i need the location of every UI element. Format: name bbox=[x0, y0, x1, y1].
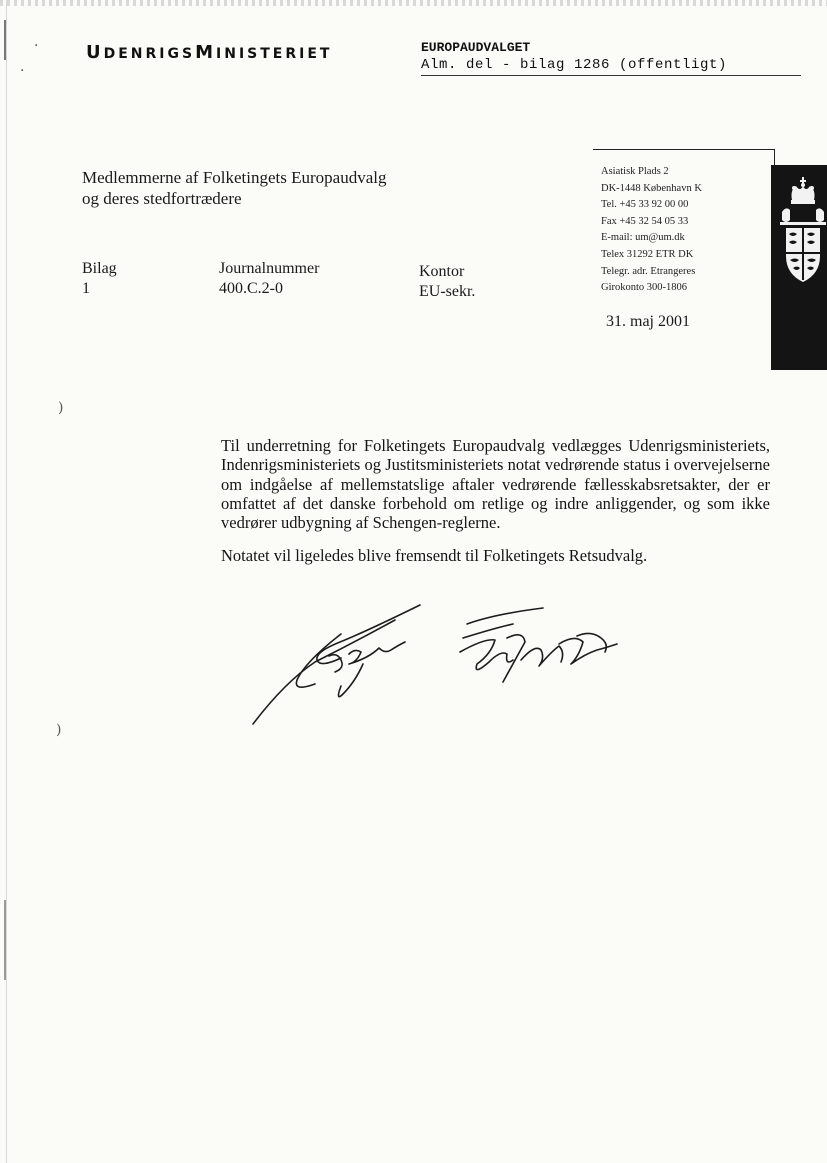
ministry-initial: U bbox=[86, 42, 104, 63]
letter-body bbox=[221, 436, 770, 566]
address-line: E-mail: um@um.dk bbox=[601, 232, 685, 244]
scan-edge-left bbox=[6, 0, 7, 1163]
journal-value: 400.C.2-0 bbox=[219, 280, 283, 297]
sender-address bbox=[601, 164, 702, 297]
annex-underline bbox=[421, 75, 801, 76]
recipient-block bbox=[82, 167, 387, 209]
address-line: Telegr. adr. Etrangeres bbox=[601, 265, 696, 277]
handwritten-signature bbox=[245, 602, 630, 732]
scan-edge-top bbox=[0, 0, 827, 6]
address-line: Tel. +45 33 92 00 00 bbox=[601, 199, 689, 211]
scan-speck: · bbox=[34, 38, 39, 54]
office-value: EU-sekr. bbox=[419, 283, 476, 300]
ministry-name bbox=[86, 42, 332, 63]
body-paragraph: Til underretning for Folketingets Europaudvalg vedlægges Udenrigsministeriets, Indenrigsministeriets og Justitsministeriets notat vedrørende status i overvejelserne om indgåelse af mellemstatslige aftaler vedrørende fællesskabsretsakter, der er omfattet af det danske forbehold om retlige og indre anliggender, og som ikke vedrører udbygning af Schengen-reglerne. bbox=[221, 436, 770, 533]
address-line: Fax +45 32 54 05 33 bbox=[601, 215, 689, 227]
office-label: Kontor bbox=[419, 263, 465, 280]
address-line: Girokonto 300-1806 bbox=[601, 282, 688, 294]
punch-mark: ) bbox=[58, 400, 64, 416]
scan-mark-left bbox=[4, 20, 6, 60]
body-paragraph: Notatet vil ligeledes blive fremsendt til Folketingets Retsudvalg. bbox=[221, 546, 648, 566]
coat-of-arms-icon bbox=[780, 176, 826, 286]
address-line: Telex 31292 ETR DK bbox=[601, 248, 694, 260]
annex-stamp: Alm. del - bilag 1286 (offentligt) bbox=[421, 57, 728, 73]
recipient-line: Medlemmerne af Folketingets Europaudvalg bbox=[82, 168, 387, 187]
letter-date: 31. maj 2001 bbox=[606, 313, 690, 330]
ministry-part: INISTERIET bbox=[216, 46, 333, 62]
scan-speck: · bbox=[20, 63, 25, 79]
address-frame-top bbox=[593, 149, 775, 150]
bilag-value: 1 bbox=[82, 280, 90, 297]
committee-stamp: EUROPAUDVALGET bbox=[421, 40, 531, 55]
recipient-line: og deres stedfortrædere bbox=[82, 189, 242, 208]
scan-mark-left-lower bbox=[4, 900, 6, 980]
ministry-mid-initial: M bbox=[195, 42, 217, 63]
ministry-part: DENRIGS bbox=[103, 46, 196, 62]
bilag-label: Bilag bbox=[82, 260, 117, 277]
address-line: Asiatisk Plads 2 bbox=[601, 166, 669, 177]
punch-mark: ) bbox=[56, 722, 62, 738]
journal-label: Journalnummer bbox=[219, 260, 320, 277]
address-line: DK-1448 København K bbox=[601, 182, 702, 194]
